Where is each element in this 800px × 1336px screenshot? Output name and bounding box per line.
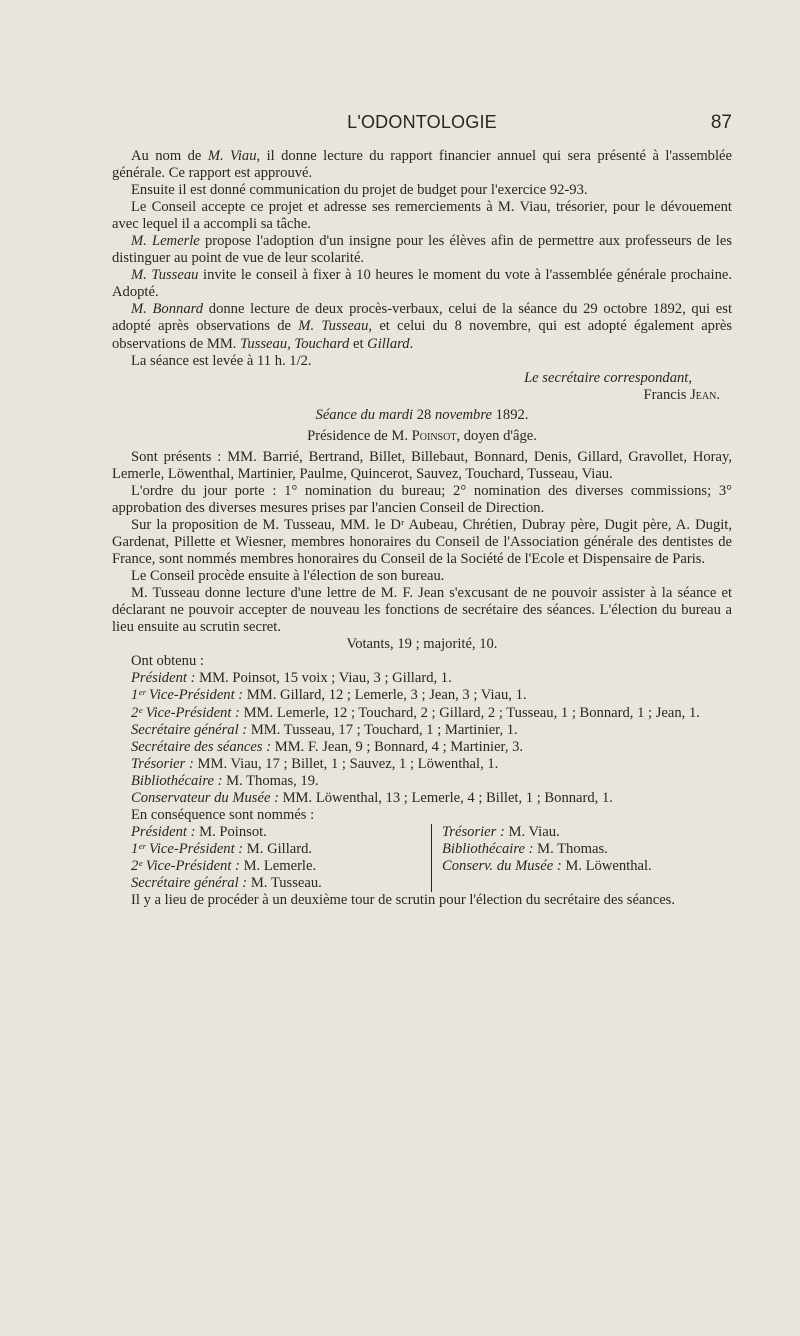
signature-name: Francis Jean.: [643, 386, 720, 403]
paragraph: Il y a lieu de procéder à un deuxième tour de scrutin pour l'élection du secrétaire des séances.: [131, 892, 675, 909]
session-presidence: Présidence de M. Poinsot, doyen d'âge.: [307, 427, 537, 444]
paragraph: Au nom de M. Viau, il donne lecture du rapport financier annuel qui sera présenté à l'assemblée générale. Ce rapport est approuvé.: [112, 148, 732, 182]
appointments-left: [112, 824, 431, 892]
running-title: L'ODONTOLOGIE: [347, 112, 497, 132]
session-title: Séance du mardi 28 novembre 1892.: [315, 406, 529, 423]
vote-result: Secrétaire des séances : MM. F. Jean, 9 ; Bonnard, 4 ; Martinier, 3.: [131, 738, 524, 755]
vote-result: 1ᵉʳ Vice-Président : MM. Gillard, 12 ; Lemerle, 3 ; Jean, 3 ; Viau, 1.: [131, 687, 527, 704]
appointment: 2ᵉ Vice-Président : M. Lemerle.: [131, 857, 317, 874]
page-body: [112, 148, 732, 909]
paragraph: En conséquence sont nommés :: [131, 806, 315, 823]
paragraph: La séance est levée à 11 h. 1/2.: [131, 352, 312, 369]
paragraph: M. Tusseau donne lecture d'une lettre de M. F. Jean s'excusant de ne pouvoir assister à la séance et déclarant ne pouvoir accepter de nouveau les fonctions de secrétaire des séances. L'élection du bureau a lieu ensuite au scrutin secret.: [112, 585, 732, 636]
paragraph: Le Conseil procède ensuite à l'élection de son bureau.: [131, 568, 445, 585]
signature-role: Le secrétaire correspondant,: [524, 369, 692, 386]
paragraph: M. Tusseau invite le conseil à fixer à 10 heures le moment du vote à l'assemblée générale prochaine. Adopté.: [112, 267, 732, 301]
paragraph: M. Lemerle propose l'adoption d'un insigne pour les élèves afin de permettre aux professeurs de les distinguer au point de vue de leur scolarité.: [112, 233, 733, 267]
appointment: Conserv. du Musée : M. Löwenthal.: [442, 857, 652, 874]
paragraph: M. Bonnard donne lecture de deux procès-verbaux, celui de la séance du 29 octobre 1892, qui est adopté après observations de M. Tusseau, et celui du 8 novembre, qui est adopté également après observations de MM. Tusseau, Touchard et Gillard.: [112, 301, 732, 352]
page-number: 87: [710, 112, 732, 133]
paragraph: Sur la proposition de M. Tusseau, MM. le Dʳ Aubeau, Chrétien, Dubray père, Dugit père, A. Dugit, Gardenat, Pillette et Wiesner, membres honoraires du Conseil de l'Association générale des dentistes de France, sont nommés membres honoraires du Conseil de la Société de l'Ecole et Dispensaire de Paris.: [112, 516, 732, 568]
vote-result: 2ᵉ Vice-Président : MM. Lemerle, 12 ; Touchard, 2 ; Gillard, 2 ; Tusseau, 1 ; Bonnard, 1 ; Jean, 1.: [131, 704, 700, 721]
page-header: [112, 112, 732, 138]
paragraph: Le Conseil accepte ce projet et adresse ses remerciements à M. Viau, trésorier, pour le dévouement avec lequel il a accompli sa tâche.: [112, 199, 732, 233]
votants-line: Votants, 19 ; majorité, 10.: [346, 636, 498, 653]
appointment: 1ᵉʳ Vice-Président : M. Gillard.: [131, 840, 313, 857]
appointment: Trésorier : M. Viau.: [442, 823, 560, 840]
vote-result: Bibliothécaire : M. Thomas, 19.: [131, 772, 319, 789]
paragraph: Ensuite il est donné communication du projet de budget pour l'exercice 92-93.: [131, 182, 588, 199]
appointment: Président : M. Poinsot.: [131, 823, 267, 840]
appointments-right: [431, 824, 732, 892]
paragraph: Sont présents : MM. Barrié, Bertrand, Billet, Billebaut, Bonnard, Denis, Gillard, Gravollet, Horay, Lemerle, Löwenthal, Martinier, Paulme, Quincerot, Sauvez, Touchard, Tusseau, Viau.: [112, 448, 732, 482]
paragraph: L'ordre du jour porte : 1° nomination du bureau; 2° nomination des diverses commissions; 3° approbation des diverses mesures prises par l'ancien Conseil de Direction.: [112, 482, 732, 516]
vote-result: Président : MM. Poinsot, 15 voix ; Viau, 3 ; Gillard, 1.: [131, 670, 452, 687]
vote-result: Secrétaire général : MM. Tusseau, 17 ; Touchard, 1 ; Martinier, 1.: [131, 721, 518, 738]
vote-result: Conservateur du Musée : MM. Löwenthal, 13 ; Lemerle, 4 ; Billet, 1 ; Bonnard, 1.: [131, 789, 613, 806]
appointment: Bibliothécaire : M. Thomas.: [442, 840, 608, 857]
appointments-table: [112, 824, 732, 892]
paragraph: Ont obtenu :: [131, 653, 204, 670]
appointment: Secrétaire général : M. Tusseau.: [131, 874, 322, 891]
vote-result: Trésorier : MM. Viau, 17 ; Billet, 1 ; Sauvez, 1 ; Löwenthal, 1.: [131, 755, 499, 772]
